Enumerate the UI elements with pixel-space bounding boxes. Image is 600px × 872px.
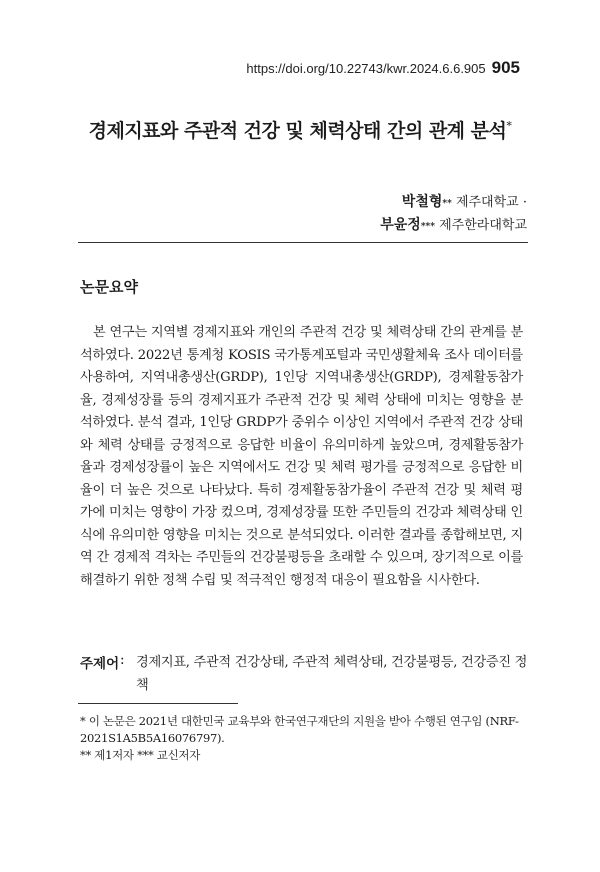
author-2-name: 부윤정 bbox=[380, 217, 421, 233]
author-1-affiliation: 제주대학교 · bbox=[455, 195, 527, 210]
footnote-1-text: 이 논문은 2021년 대한민국 교육부와 한국연구재단의 지원을 받아 수행된 연구임 (NRF-2021S1A5B5A16076797). bbox=[80, 714, 519, 745]
footnote-2-text: 제1저자 bbox=[94, 748, 134, 762]
header-divider bbox=[78, 242, 528, 243]
paper-title bbox=[60, 116, 540, 143]
author-2-affiliation: 제주한라대학교 bbox=[439, 218, 527, 233]
abstract-heading: 논문요약 bbox=[80, 278, 138, 296]
paper-title-text: 경제지표와 주관적 건강 및 체력상태 간의 관계 분석 bbox=[88, 120, 507, 142]
author-1-name: 박철형 bbox=[401, 194, 443, 210]
page-number: 905 bbox=[491, 58, 520, 77]
doi-link[interactable]: https://doi.org/10.22743/kwr.2024.6.6.905 bbox=[246, 61, 486, 76]
footnote-2-marker: ** bbox=[80, 748, 91, 762]
page-header bbox=[240, 58, 520, 78]
author-2-marker: *** bbox=[420, 222, 435, 232]
keywords-text: 경제지표, 주관적 건강상태, 주관적 체력상태, 건강불평등, 건강증진 정책 bbox=[136, 655, 528, 693]
keywords-colon: : bbox=[120, 652, 125, 668]
title-footnote-marker: * bbox=[506, 119, 512, 133]
abstract-body: 본 연구는 지역별 경제지표와 개인의 주관적 건강 및 체력상태 간의 관계를 분석하였다. 2022년 통계청 KOSIS 국가통계포털과 국민생활체육 조사 데이터를 사용하여, 지역내총생산(GRDP), 1인당 지역내총생산(GRDP), 경제활동참가율, 경제성장률 등의 경제지표가 주관적 건강 및 체력 상태에 미치는 영향을 분석하였다. 분석 결과, 1인당 GRDP가 중위수 이상인 지역에서 주관적 건강 상태와 체력 상태를 긍정적으로 응답한 비율이 유의미하게 높았으며, 경제활동참가율과 경제성장률이 높은 지역에서도 건강 및 체력 평가를 긍정적으로 응답한 비율이 더 높은 것으로 나타났다. 특히 경제활동참가율이 주관적 건강 및 체력 평가에 미치는 영향이 가장 컸으며, 경제성장률 또한 주민들의 건강과 체력상태 인식에 유의미한 영향을 미치는 것으로 분석되었다. 이러한 결과를 종합해보면, 지역 간 경제적 격차는 주민들의 건강불평등을 초래할 수 있으며, 장기적으로 이를 해결하기 위한 정책 수립 및 적극적인 행정적 대응이 필요함을 시사한다. bbox=[80, 325, 523, 588]
footnote-1-marker: * bbox=[80, 714, 86, 728]
author-2 bbox=[380, 214, 527, 234]
author-1-marker: ** bbox=[442, 199, 452, 209]
footnote-3-marker: *** bbox=[137, 748, 154, 762]
keywords-label: 주제어 bbox=[80, 656, 120, 672]
footnote-3-text: 교신저자 bbox=[156, 748, 201, 762]
footnote-1 bbox=[80, 713, 540, 746]
footnote-2 bbox=[80, 747, 540, 764]
footnote-divider bbox=[78, 703, 238, 704]
author-1 bbox=[402, 191, 527, 211]
